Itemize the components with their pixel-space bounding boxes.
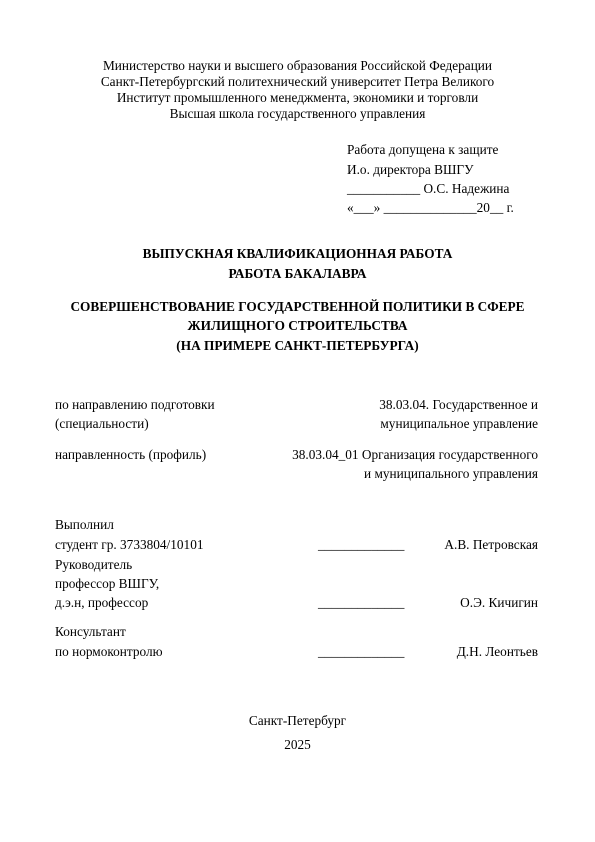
approval-signature: ___________ О.С. Надежина xyxy=(347,181,510,196)
topic-line-1: СОВЕРШЕНСТВОВАНИЕ ГОСУДАРСТВЕННОЙ ПОЛИТИКИ В СФЕРЕ xyxy=(70,299,525,314)
approval-admitted: Работа допущена к защите xyxy=(347,142,499,157)
supervisor-role: Руководитель xyxy=(55,557,133,572)
school-name: Высшая школа государственного управления xyxy=(169,106,426,121)
ministry-name: Министерство науки и высшего образования Российской Федерации xyxy=(102,58,493,73)
topic-line-3: (НА ПРИМЕРЕ САНКТ-ПЕТЕРБУРГА) xyxy=(176,338,419,353)
profile-label: направленность (профиль) xyxy=(55,447,207,462)
institute-name: Институт промышленного менеджмента, экономики и торговли xyxy=(116,90,479,105)
title-line-2: РАБОТА БАКАЛАВРА xyxy=(228,266,367,281)
year: 2025 xyxy=(284,737,311,752)
profile-value-line-1: 38.03.04_01 Организация государственного xyxy=(292,447,538,462)
supervisor-degree: д.э.н, профессор xyxy=(55,595,149,610)
supervisor-signature-line: _____________ xyxy=(318,595,405,610)
university-name: Санкт-Петербургский политехнический университет Петра Великого xyxy=(100,74,495,89)
consultant-name: Д.Н. Леонтьев xyxy=(456,644,538,659)
approval-date: «___» ______________20__ г. xyxy=(347,200,514,215)
author-role: Выполнил xyxy=(55,517,114,532)
approval-director: И.о. директора ВШГУ xyxy=(347,162,474,177)
consultant-area: по нормоконтролю xyxy=(55,644,163,659)
direction-value-line-2: муниципальное управление xyxy=(380,416,538,431)
author-signature-line: _____________ xyxy=(318,537,405,552)
supervisor-position: профессор ВШГУ, xyxy=(55,576,160,591)
supervisor-name: О.Э. Кичигин xyxy=(460,595,538,610)
specialty-label: (специальности) xyxy=(55,416,149,431)
direction-value-line-1: 38.03.04. Государственное и xyxy=(379,397,538,412)
city: Санкт-Петербург xyxy=(248,713,347,728)
consultant-role: Консультант xyxy=(55,624,126,639)
author-group: студент гр. 3733804/10101 xyxy=(55,537,204,552)
profile-value-line-2: и муниципального управления xyxy=(364,466,538,481)
author-name: А.В. Петровская xyxy=(444,537,538,552)
direction-label: по направлению подготовки xyxy=(55,397,215,412)
consultant-signature-line: _____________ xyxy=(318,644,405,659)
topic-line-2: ЖИЛИЩНОГО СТРОИТЕЛЬСТВА xyxy=(187,318,408,333)
title-line-1: ВЫПУСКНАЯ КВАЛИФИКАЦИОННАЯ РАБОТА xyxy=(142,246,453,261)
